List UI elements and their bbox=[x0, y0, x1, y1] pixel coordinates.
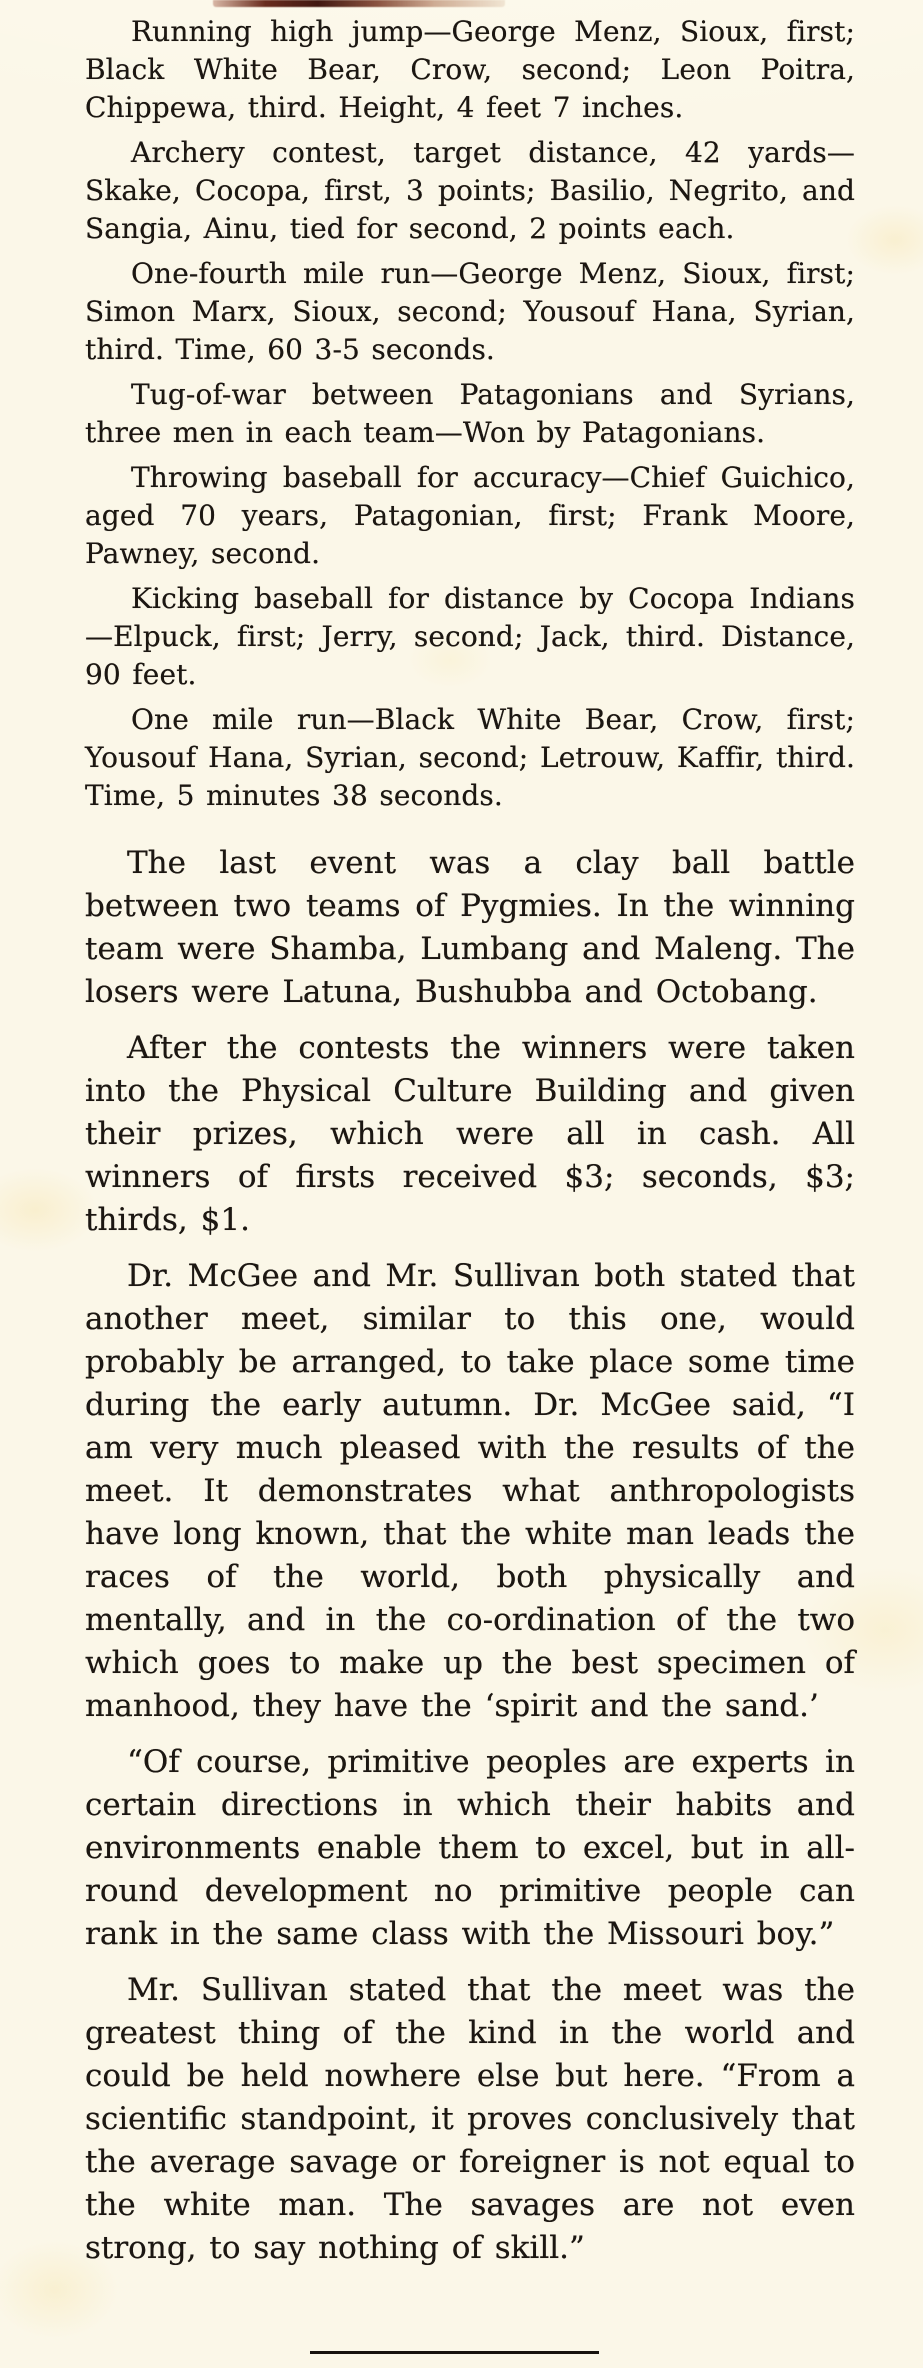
body-paragraph-mcgee-statement: Dr. McGee and Mr. Sullivan both stated that another meet, similar to this one, would probably be arranged, to take place some time during the early autumn. Dr. McGee said, “I am very much pleased with the results of the meet. It demonstrates what anthropologists have long known, that the white man leads the races of the world, both physically and mentally, and in the co-ordination of the two which goes to make up the best specimen of manhood, they have the ‘spirit and the sand.’ bbox=[85, 1258, 855, 1724]
section-divider-rule bbox=[310, 2351, 599, 2354]
page-edge-ink-fragment bbox=[213, 0, 505, 7]
body-paragraph-clay-ball-battle: The last event was a clay ball battle between two teams of Pygmies. In the winning team were Shamba, Lumbang and Maleng. The losers were Latuna, Bushubba and Octobang. bbox=[85, 845, 855, 1010]
body-paragraph-sullivan-statement: Mr. Sullivan stated that the meet was the greatest thing of the kind in the world and could be held nowhere else but here. “From a scientific standpoint, it proves conclusively that the average savage or foreigner is not equal to the white man. The savages are not even strong, to say nothing of skill.” bbox=[85, 1972, 855, 2266]
result-paragraph-quarter-mile-run: One-fourth mile run—George Menz, Sioux, first; Simon Marx, Sioux, second; Yousouf Hana, Syrian, third. Time, 60 3-5 seconds. bbox=[85, 257, 855, 366]
result-paragraph-running-high-jump: Running high jump—George Menz, Sioux, first; Black White Bear, Crow, second; Leon Poitra, Chippewa, third. Height, 4 feet 7 inches. bbox=[85, 15, 855, 124]
article-column bbox=[85, 13, 855, 2283]
result-paragraph-throwing-baseball: Throwing baseball for accuracy—Chief Guichico, aged 70 years, Patagonian, first; Frank Moore, Pawney, second. bbox=[85, 461, 855, 570]
result-paragraph-kicking-baseball: Kicking baseball for distance by Cocopa Indians—Elpuck, first; Jerry, second; Jack, third. Distance, 90 feet. bbox=[85, 582, 855, 691]
result-paragraph-archery-contest: Archery contest, target distance, 42 yards—Skake, Cocopa, first, 3 points; Basilio, Negrito, and Sangia, Ainu, tied for second, 2 points each. bbox=[85, 136, 855, 245]
result-paragraph-tug-of-war: Tug-of-war between Patagonians and Syrians, three men in each team—Won by Patagonians. bbox=[85, 378, 855, 449]
results-section bbox=[85, 13, 855, 815]
body-section bbox=[85, 842, 855, 2270]
result-paragraph-one-mile-run: One mile run—Black White Bear, Crow, first; Yousouf Hana, Syrian, second; Letrouw, Kaffir, third. Time, 5 minutes 38 seconds. bbox=[85, 703, 855, 812]
body-paragraph-prizes: After the contests the winners were taken into the Physical Culture Building and given their prizes, which were all in cash. All winners of firsts received $3; seconds, $3; thirds, $1. bbox=[85, 1030, 855, 1238]
body-paragraph-mcgee-quote-continued: “Of course, primitive peoples are experts in certain directions in which their habits and environments enable them to excel, but in all-round development no primitive people can rank in the same class with the Missouri boy.” bbox=[85, 1744, 855, 1952]
